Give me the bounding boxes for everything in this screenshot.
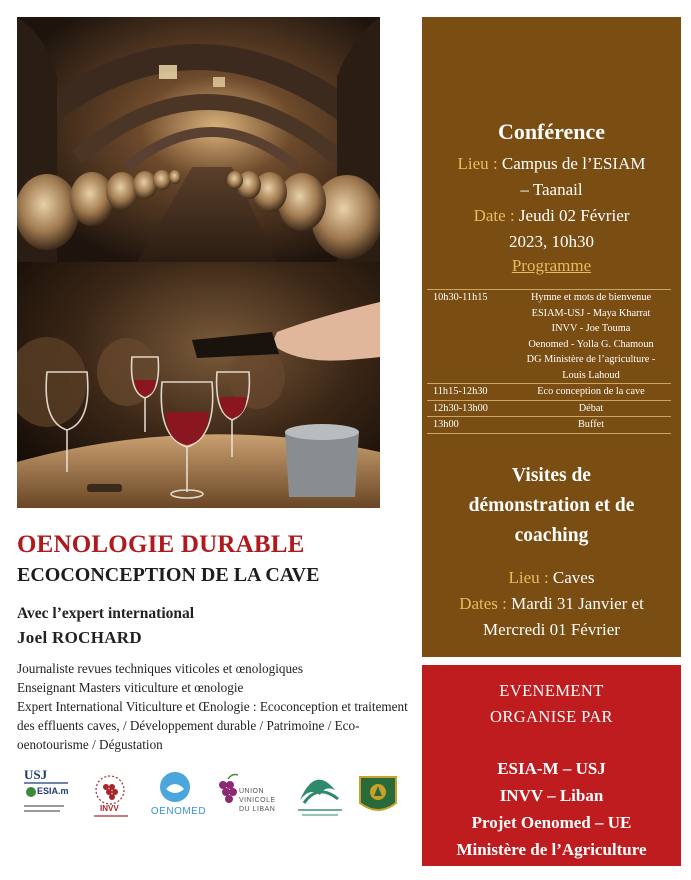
event-subtitle: ECOCONCEPTION DE LA CAVE — [17, 564, 320, 586]
conference-location: Lieu : Campus de l’ESIAM – Taanail — [430, 151, 673, 203]
schedule-desc: Eco conception de la cave — [511, 384, 671, 401]
lieu-value: Campus de l’ESIAM — [501, 154, 646, 173]
schedule-line: ESIAM-USJ - Maya Kharrat — [531, 307, 651, 319]
partner-logos — [22, 765, 402, 825]
oenomed-logo — [146, 765, 211, 825]
schedule-row — [427, 417, 671, 434]
visits-lieu-label: Lieu — [508, 568, 540, 587]
visits-heading-line: Visites de — [512, 465, 591, 486]
organizer-heading-line: EVENEMENT — [499, 681, 604, 700]
visits-heading-line: coaching — [514, 525, 589, 546]
conference-date: Date : Jeudi 02 Février 2023, 10h30 — [430, 203, 673, 255]
schedule-line: Oenomed - Yolla G. Chamoun — [528, 338, 654, 350]
schedule-table — [427, 289, 671, 434]
visits-lieu-value: Caves — [552, 568, 595, 587]
union-vinicole-text — [239, 787, 276, 814]
bio-line: Enseignant Masters viticulture et œnologie — [17, 680, 244, 695]
schedule-row — [427, 384, 671, 401]
schedule-time: 13h00 — [427, 417, 511, 434]
visits-location: Lieu : Caves — [508, 568, 595, 587]
schedule-line: Louis Lahoud — [562, 369, 620, 381]
visits-dates-value: Mardi 31 Janvier et — [511, 594, 644, 613]
union-vinicole-logo — [214, 765, 274, 825]
event-title: OENOLOGIE DURABLE — [17, 531, 305, 558]
organizer-list — [422, 755, 681, 863]
date-value-2: 2023, 10h30 — [509, 232, 594, 251]
cellar-photo — [17, 17, 380, 262]
expert-name: Joel ROCHARD — [17, 628, 142, 647]
visits-dates-value-2: Mercredi 01 Février — [483, 620, 620, 639]
date-label: Date — [473, 206, 506, 225]
organizer-name: INVV – Liban — [499, 786, 604, 805]
usj-logo-text: USJ — [24, 767, 48, 782]
expert-intro: Avec l’expert international — [17, 605, 195, 622]
usj-logo — [22, 765, 72, 825]
organizer-heading-line: ORGANISE PAR — [490, 707, 613, 726]
organizer-name: ESIA-M – USJ — [497, 759, 606, 778]
lieu-label: Lieu — [457, 154, 489, 173]
organizer-heading — [422, 678, 681, 730]
lieu-value-2: – Taanail — [520, 180, 583, 199]
wine-glasses-photo — [17, 262, 380, 508]
schedule-row — [427, 400, 671, 417]
schedule-line: DG Ministère de l’agriculture - — [526, 354, 656, 365]
schedule-line: INVV - Joe Touma — [551, 323, 631, 334]
organizer-panel — [422, 665, 681, 866]
bio-line: Expert International Viticulture et Œnologie : Ecoconception et traitement des effluents caves, / Développement durable / Patrimoine / Eco-oenotourisme / Dégustation — [17, 699, 408, 752]
schedule-line: Hymne et mots de bienvenue — [530, 292, 652, 303]
schedule-desc — [511, 290, 671, 384]
invv-logo — [88, 765, 138, 825]
visits-heading — [422, 461, 681, 551]
conference-panel — [422, 17, 681, 657]
schedule-row — [427, 290, 671, 384]
schedule-desc: Débat — [511, 400, 671, 417]
expert-bio — [17, 659, 409, 754]
visits-heading-line: démonstration et de — [468, 495, 635, 516]
esiam-logo-text: ESIA.m — [37, 786, 69, 796]
union-line-3: DU LIBAN — [239, 806, 276, 813]
schedule-time: 12h30-13h00 — [427, 400, 511, 417]
shouf-biosphere-logo — [290, 765, 350, 825]
organizer-name: Ministère de l’Agriculture — [456, 840, 647, 859]
visits-dates: Dates : Mardi 31 Janvier et Mercredi 01 Février — [430, 591, 673, 643]
union-line-1: UNION — [239, 788, 265, 795]
programme-link[interactable]: Programme — [511, 256, 592, 275]
ministry-emblem-logo — [356, 765, 400, 825]
bio-line: Journaliste revues techniques viticoles et œnologiques — [17, 661, 304, 676]
conference-heading: Conférence — [497, 119, 606, 144]
schedule-time: 11h15-12h30 — [427, 384, 511, 401]
oenomed-logo-text: OENOMED — [150, 806, 207, 817]
visits-dates-label: Dates — [459, 594, 498, 613]
schedule-time: 10h30-11h15 — [427, 290, 511, 384]
date-value: Jeudi 02 Février — [518, 206, 630, 225]
union-line-2: VINICOLE — [239, 797, 276, 804]
invv-logo-text: INVV — [100, 804, 119, 813]
schedule-desc: Buffet — [511, 417, 671, 434]
organizer-name: Projet Oenomed – UE — [471, 813, 632, 832]
